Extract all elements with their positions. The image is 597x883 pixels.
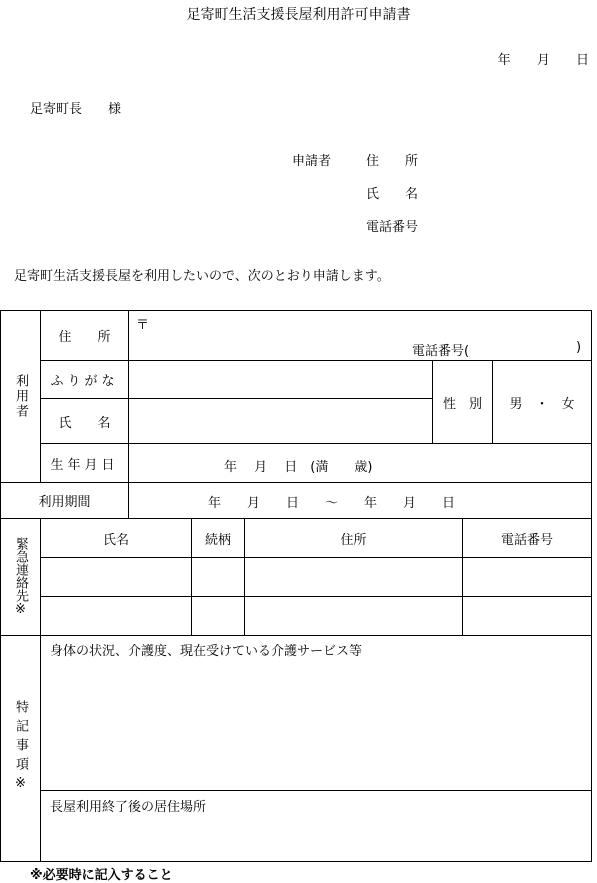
emergency-row-2-address[interactable] [246, 598, 461, 634]
birth-label: 生年月日 [50, 457, 119, 473]
user-name-field[interactable] [130, 400, 430, 442]
emergency-header-address: 住所 [340, 532, 367, 548]
intro-text: 足寄町生活支援長屋を利用したいので、次のとおり申請します。 [14, 269, 390, 284]
applicant-name-label: 氏 名 [366, 187, 419, 202]
user-phone-label: 電話番号( [412, 344, 470, 359]
user-name-label: 氏 名 [58, 415, 111, 431]
applicant-address-label: 住 所 [366, 154, 419, 169]
user-section-label: 利用者 [13, 374, 28, 419]
addressee: 足寄町長 様 [30, 102, 122, 117]
date-month: 月 [536, 53, 550, 68]
emergency-header-name: 氏名 [102, 532, 129, 548]
notes-body-field[interactable] [42, 660, 590, 788]
gender-label: 性 別 [442, 396, 482, 412]
emergency-row-2-name[interactable] [42, 598, 190, 634]
applicant-phone-label: 電話番号 [366, 220, 419, 235]
emergency-row-1-name[interactable] [42, 559, 190, 595]
residence-label: 長屋利用終了後の居住場所 [50, 800, 207, 815]
furigana-field[interactable] [130, 362, 430, 397]
period-label: 利用期間 [38, 495, 91, 510]
applicant-label: 申請者 [292, 154, 332, 169]
emergency-row-1-relation[interactable] [193, 559, 243, 595]
emergency-label: 緊急連絡先※ [13, 537, 28, 617]
footer-note: ※必要時に記入すること [30, 868, 173, 883]
page-title: 足寄町生活支援長屋利用許可申請書 [186, 7, 411, 23]
emergency-row-1-address[interactable] [246, 559, 461, 595]
residence-field[interactable] [42, 815, 590, 860]
emergency-header-relation: 続柄 [204, 532, 231, 548]
user-phone-close: ) [576, 340, 582, 355]
emergency-header-phone: 電話番号 [500, 532, 553, 548]
notes-label: 特記事項※ [13, 700, 28, 797]
period-format[interactable]: 年 月 日 ～ 年 月 日 [208, 496, 456, 511]
date-day: 日 [575, 53, 589, 68]
date-line [476, 49, 589, 68]
user-address-label: 住 所 [58, 330, 111, 345]
birth-format[interactable]: 年 月 日 (満 歳) [224, 460, 373, 475]
date-year: 年 [497, 53, 511, 68]
emergency-row-2-relation[interactable] [193, 598, 243, 634]
notes-body-label: 身体の状況、介護度、現在受けている介護サービス等 [50, 644, 363, 659]
gender-options[interactable]: 男 ・ 女 [509, 396, 575, 412]
emergency-row-1-phone[interactable] [464, 559, 590, 595]
emergency-row-2-phone[interactable] [464, 598, 590, 634]
postal-mark: 〒 [136, 318, 150, 333]
furigana-label: ふりがな [50, 374, 119, 389]
user-address-field[interactable] [130, 312, 588, 358]
